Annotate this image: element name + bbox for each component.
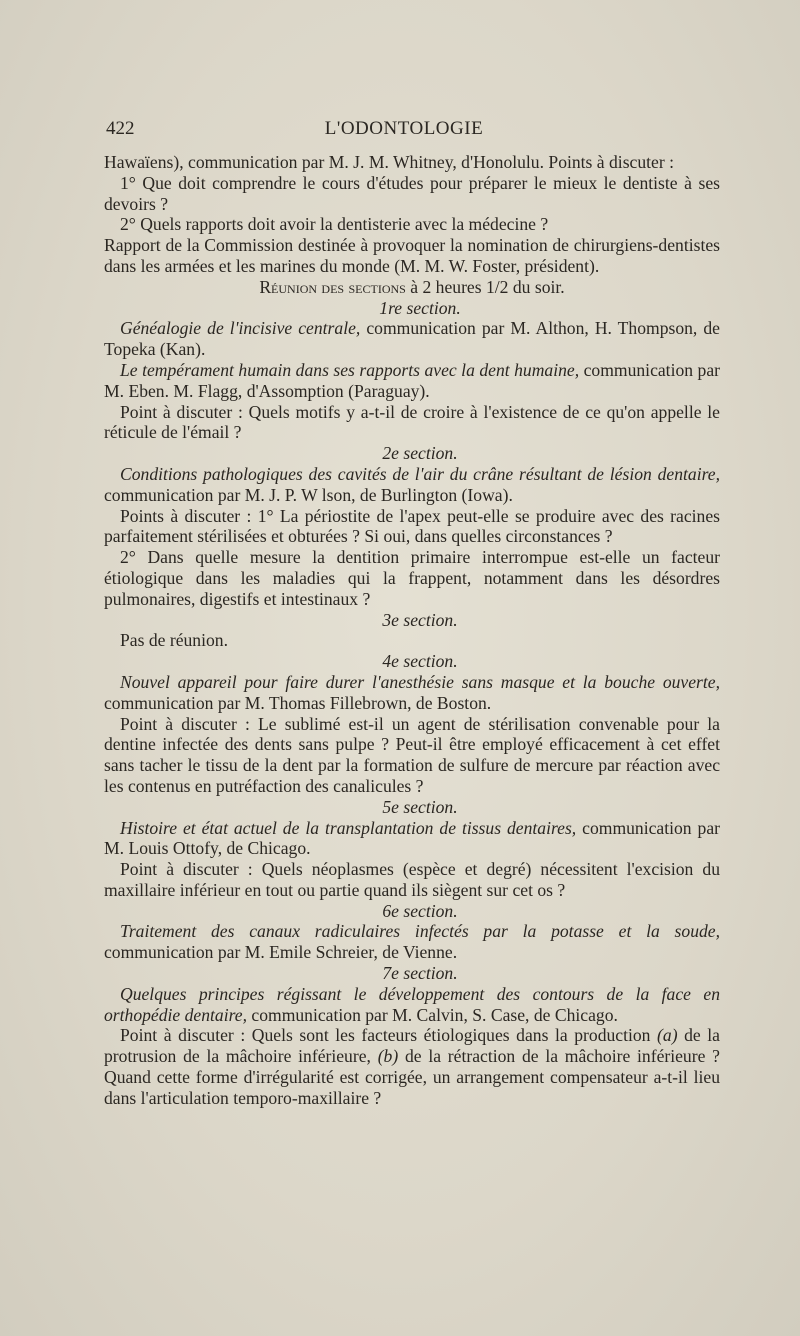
- paragraph: [104, 818, 720, 860]
- communication-author: communication par M. Emile Schreier, de Vienne.: [104, 942, 458, 963]
- paragraph: 2° Quels rapports doit avoir la dentisterie avec la médecine ?: [120, 214, 549, 235]
- communication-author: communication par M. J. P. W lson, de Burlington (Iowa).: [104, 484, 513, 505]
- paragraph: [104, 921, 720, 963]
- paragraph: [104, 672, 720, 714]
- point-letter: (a): [657, 1025, 678, 1046]
- paragraph: Pas de réunion.: [120, 630, 228, 651]
- paragraph: Point à discuter : Quels motifs y a-t-il de croire à l'existence de ce qu'on appelle le réticule de l'émail ?: [104, 401, 720, 443]
- reunion-heading: [104, 277, 720, 298]
- paragraph: Point à discuter : Quels néoplasmes (espèce et degré) nécessitent l'excision du maxillaire inférieur en tout ou partie quand ils siègent sur cet os ?: [104, 859, 720, 900]
- paragraph: [104, 984, 720, 1026]
- paragraph: Points à discuter : 1° La périostite de l'apex peut-elle se produire avec des racines parfaitement stérilisées et obturées ? Si oui, dans quelles circonstances ?: [104, 505, 720, 547]
- communication-title: Traitement des canaux radiculaires infectés par la potasse et la soude,: [120, 921, 720, 942]
- reunion-rest: à 2 heures 1/2 du soir.: [405, 276, 565, 297]
- section-heading: 7e section.: [382, 963, 458, 984]
- point-text: Point à discuter : Quels sont les facteurs étiologiques dans la production: [120, 1025, 658, 1046]
- communication-author: communication par M. Thomas Fillebrown, de Boston.: [104, 692, 492, 713]
- section-heading: 2e section.: [382, 443, 458, 464]
- paragraph: 2° Dans quelle mesure la dentition primaire interrompue est-elle un facteur étiologique dans les maladies qui la frappent, notamment dans les désordres pulmonaires, digestifs et intestinaux ?: [104, 547, 720, 609]
- communication-title: Quelques principes régissant le développement des contours de la face en orthopédie dentaire,: [104, 983, 720, 1025]
- body-text: [104, 152, 720, 1109]
- section-heading: 6e section.: [382, 900, 458, 921]
- communication-author: communication par M. Eben. M. Flagg, d'Assomption (Paraguay).: [104, 359, 720, 401]
- point-letter: (b): [377, 1046, 399, 1067]
- point-text: de la protrusion de la mâchoire inférieure,: [104, 1025, 720, 1067]
- paragraph: Point à discuter : Le sublimé est-il un agent de stérilisation convenable pour la dentine infectée des dents sans pulpe ? Peut-il être employé efficacement à cet effet sans tacher le tissu de la dent par la formation de sulfure de mercure par réaction avec les contenus en putréfaction des canalicules ?: [104, 713, 720, 796]
- paragraph: 1° Que doit comprendre le cours d'études pour préparer le mieux le dentiste à ses devoirs ?: [104, 172, 720, 214]
- page-header: [104, 118, 704, 142]
- reunion-lead: Réunion des sections: [259, 276, 406, 297]
- point-text: de la rétraction de la mâchoire inférieure ? Quand cette forme d'irrégularité est corrigée, un arrangement compensateur a-t-il lieu dans l'articulation temporo-maxillaire ?: [104, 1046, 720, 1108]
- paragraph: [104, 318, 720, 360]
- communication-author: communication par M. Louis Ottofy, de Chicago.: [104, 817, 720, 859]
- section-heading: 5e section.: [382, 796, 458, 817]
- paragraph: Rapport de la Commission destinée à provoquer la nomination de chirurgiens-dentistes dans les armées et les marines du monde (M. M. W. Foster, président).: [104, 235, 720, 276]
- running-title: L'ODONTOLOGIE: [324, 118, 484, 139]
- paragraph: [104, 1025, 720, 1108]
- paragraph: Hawaïens), communication par M. J. M. Whitney, d'Honolulu. Points à discuter :: [104, 152, 674, 172]
- communication-author: communication par M. Calvin, S. Case, de Chicago.: [247, 1004, 618, 1025]
- communication-title: Conditions pathologiques des cavités de l'air du crâne résultant de lésion dentaire,: [120, 463, 720, 484]
- communication-title: Le tempérament humain dans ses rapports avec la dent humaine,: [120, 359, 580, 380]
- page-number: 422: [106, 118, 135, 139]
- communication-author: communication par M. Althon, H. Thompson, de Topeka (Kan).: [104, 318, 720, 360]
- paragraph: [104, 360, 720, 402]
- communication-title: Histoire et état actuel de la transplantation de tissus dentaires,: [120, 817, 577, 838]
- communication-title: Nouvel appareil pour faire durer l'anesthésie sans masque et la bouche ouverte,: [120, 671, 720, 692]
- section-heading: 1re section.: [379, 297, 461, 318]
- communication-title: Généalogie de l'incisive centrale,: [120, 318, 361, 339]
- section-heading: 4e section.: [382, 651, 458, 672]
- section-heading: 3e section.: [382, 609, 458, 630]
- paragraph: [104, 464, 720, 506]
